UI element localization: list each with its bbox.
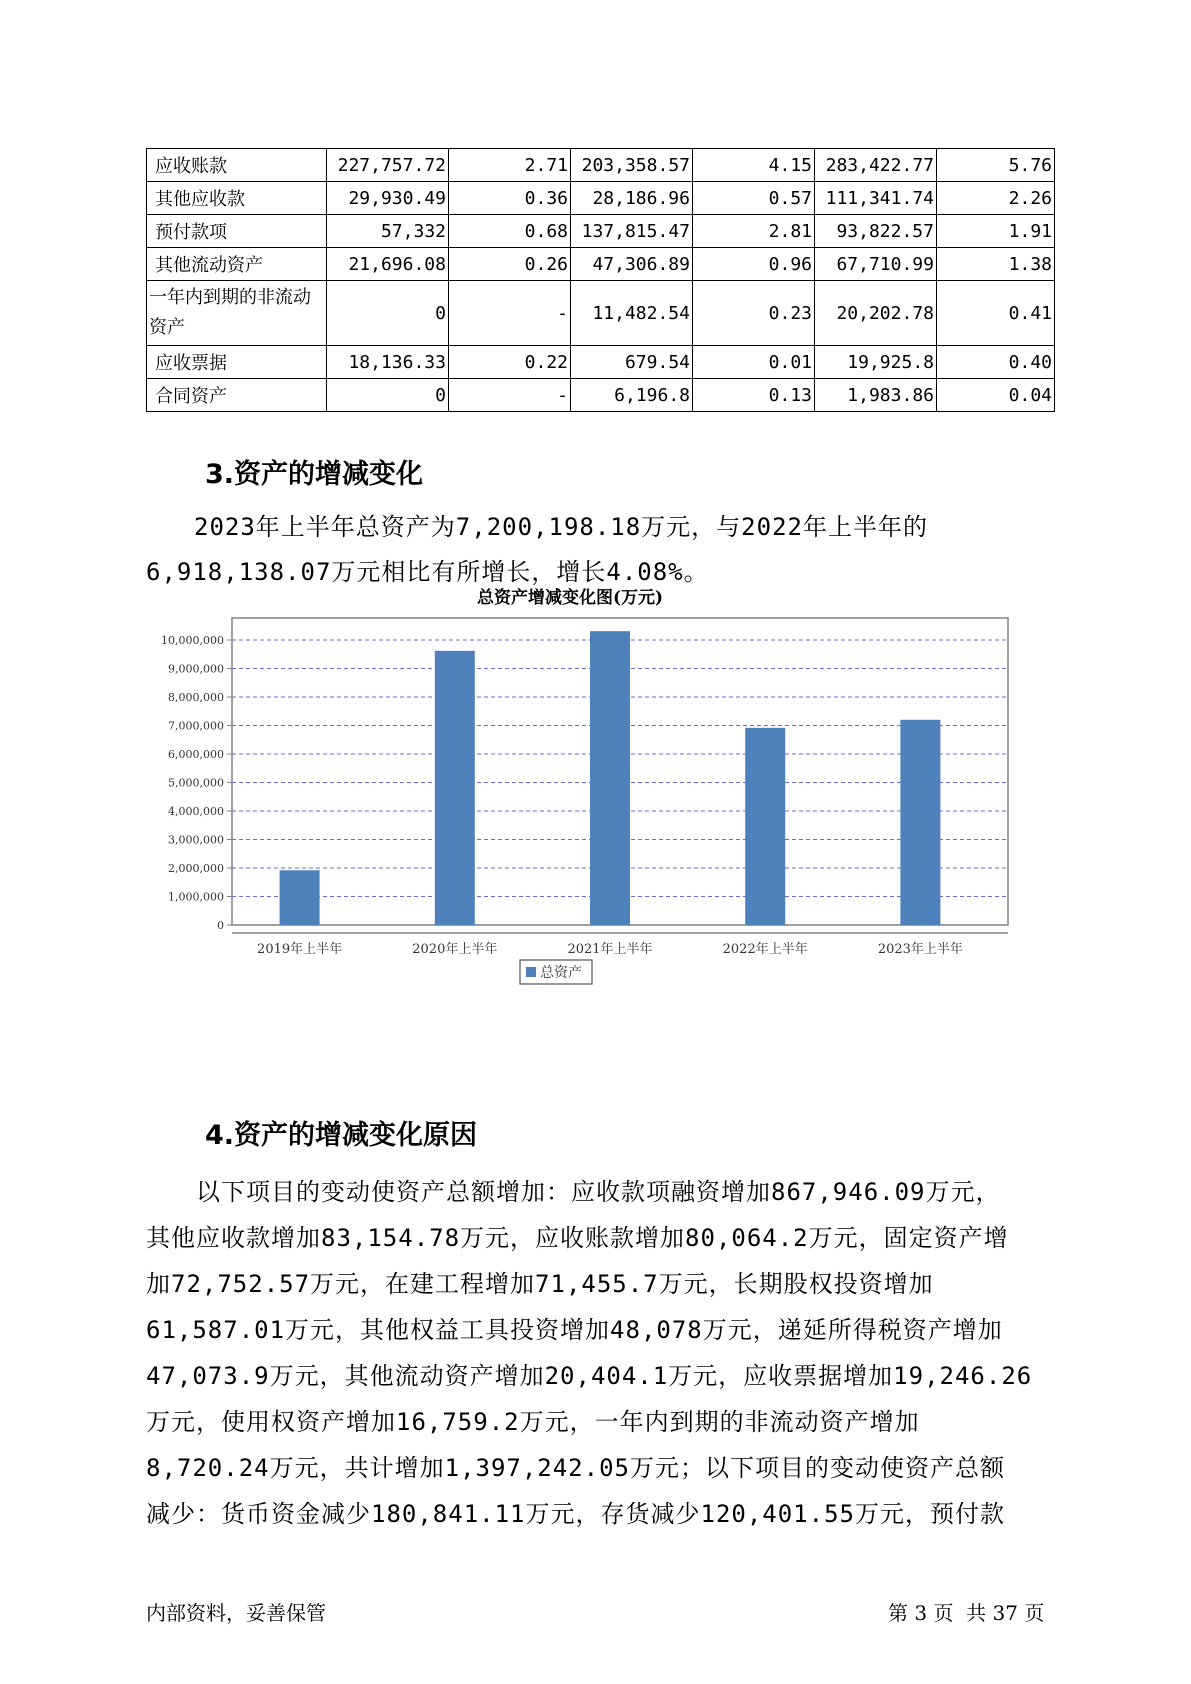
table-row xyxy=(147,379,1055,412)
cell-value: 57,332 xyxy=(327,215,449,248)
cell-value: 0.04 xyxy=(937,379,1055,412)
row-label: 合同资产 xyxy=(147,379,327,412)
cell-value: 0.22 xyxy=(449,346,571,379)
legend-swatch xyxy=(526,967,536,977)
cell-value: 679.54 xyxy=(571,346,693,379)
cell-value: 20,202.78 xyxy=(815,281,937,346)
row-label: 其他应收款 xyxy=(147,182,327,215)
total-assets-chart xyxy=(150,588,1030,1075)
section4-line: 万元，使用权资产增加16,759.2万元，一年内到期的非流动资产增加 xyxy=(146,1408,920,1436)
section4-line: 8,720.24万元，共计增加1,397,242.05万元；以下项目的变动使资产总额 xyxy=(146,1454,1005,1482)
cell-value: 21,696.08 xyxy=(327,248,449,281)
cell-value: 1,983.86 xyxy=(815,379,937,412)
bar xyxy=(900,720,940,925)
x-tick-label: 2021年上半年 xyxy=(567,942,653,957)
x-tick-label: 2022年上半年 xyxy=(722,942,808,957)
section3-text: 2023年上半年总资产为7,200,198.18万元，与2022年上半年的6,918,138.07万元相比有所增长，增长4.08%。 xyxy=(146,513,928,586)
cell-value: 6,196.8 xyxy=(571,379,693,412)
cell-value: 0.41 xyxy=(937,281,1055,346)
cell-value: 5.76 xyxy=(937,149,1055,182)
footer-left: 内部资料，妥善保管 xyxy=(146,1601,326,1625)
y-tick-label: 1,000,000 xyxy=(168,890,224,904)
cell-value: - xyxy=(449,281,571,346)
cell-value: 11,482.54 xyxy=(571,281,693,346)
cell-value: 0.26 xyxy=(449,248,571,281)
cell-value: 283,422.77 xyxy=(815,149,937,182)
table-row xyxy=(147,281,1055,346)
cell-value: 93,822.57 xyxy=(815,215,937,248)
cell-value: 111,341.74 xyxy=(815,182,937,215)
cell-value: 0.36 xyxy=(449,182,571,215)
table-row xyxy=(147,182,1055,215)
cell-value: 0.96 xyxy=(693,248,815,281)
section4-heading: 4.资产的增减变化原因 xyxy=(205,1120,478,1151)
chart-svg xyxy=(150,588,1030,1075)
cell-value: 1.38 xyxy=(937,248,1055,281)
section4-line: 减少：货币资金减少180,841.11万元，存货减少120,401.55万元，预付款 xyxy=(146,1500,1005,1528)
table-row xyxy=(147,149,1055,182)
cell-value: 137,815.47 xyxy=(571,215,693,248)
section4-line: 其他应收款增加83,154.78万元，应收账款增加80,064.2万元，固定资产增 xyxy=(146,1224,1009,1252)
section4-line: 61,587.01万元，其他权益工具投资增加48,078万元，递延所得税资产增加 xyxy=(146,1316,1003,1344)
table-row xyxy=(147,346,1055,379)
row-label: 应收票据 xyxy=(147,346,327,379)
y-tick-label: 2,000,000 xyxy=(168,862,224,875)
y-tick-label: 0 xyxy=(217,919,224,932)
cell-value: 2.26 xyxy=(937,182,1055,215)
cell-value: 47,306.89 xyxy=(571,248,693,281)
y-tick-label: 8,000,000 xyxy=(168,691,224,704)
y-tick-label: 9,000,000 xyxy=(168,662,224,676)
x-tick-label: 2023年上半年 xyxy=(877,942,963,957)
cell-value: 203,358.57 xyxy=(571,149,693,182)
y-tick-label: 6,000,000 xyxy=(168,748,224,761)
x-tick-label: 2020年上半年 xyxy=(412,942,498,957)
cell-value: 19,925.8 xyxy=(815,346,937,379)
cell-value: 227,757.72 xyxy=(327,149,449,182)
cell-value: 1.91 xyxy=(937,215,1055,248)
cell-value: 0.01 xyxy=(693,346,815,379)
asset-table xyxy=(146,148,1055,412)
cell-value: 0.68 xyxy=(449,215,571,248)
section4-line: 47,073.9万元，其他流动资产增加20,404.1万元，应收票据增加19,246.26 xyxy=(146,1362,1033,1390)
table-row xyxy=(147,215,1055,248)
bar xyxy=(590,631,630,925)
row-label: 其他流动资产 xyxy=(147,248,327,281)
chart-title: 总资产增减变化图(万元) xyxy=(476,588,664,608)
row-label: 一年内到期的非流动资产 xyxy=(147,281,327,346)
cell-value: 28,186.96 xyxy=(571,182,693,215)
row-label: 预付款项 xyxy=(147,215,327,248)
row-label: 应收账款 xyxy=(147,149,327,182)
legend-label: 总资产 xyxy=(540,965,582,981)
cell-value: 2.71 xyxy=(449,149,571,182)
cell-value: - xyxy=(449,379,571,412)
y-tick-label: 7,000,000 xyxy=(168,719,224,733)
y-tick-label: 3,000,000 xyxy=(168,833,224,847)
cell-value: 67,710.99 xyxy=(815,248,937,281)
cell-value: 0.23 xyxy=(693,281,815,346)
cell-value: 2.81 xyxy=(693,215,815,248)
section4-line: 以下项目的变动使资产总额增加：应收款项融资增加867,946.09万元， xyxy=(196,1178,1001,1206)
table-row xyxy=(147,248,1055,281)
cell-value: 0.40 xyxy=(937,346,1055,379)
y-tick-label: 4,000,000 xyxy=(168,805,224,818)
section4-line: 加72,752.57万元，在建工程增加71,455.7万元，长期股权投资增加 xyxy=(146,1270,934,1298)
cell-value: 0 xyxy=(327,281,449,346)
cell-value: 0 xyxy=(327,379,449,412)
bar xyxy=(280,870,320,925)
footer-page-number: 第 3 页 共 37 页 xyxy=(888,1601,1045,1625)
x-tick-label: 2019年上半年 xyxy=(257,942,343,957)
bar xyxy=(745,728,785,925)
cell-value: 0.13 xyxy=(693,379,815,412)
section3-heading: 3.资产的增减变化 xyxy=(205,459,424,490)
bar xyxy=(435,651,475,925)
cell-value: 0.57 xyxy=(693,182,815,215)
cell-value: 18,136.33 xyxy=(327,346,449,379)
cell-value: 29,930.49 xyxy=(327,182,449,215)
cell-value: 4.15 xyxy=(693,149,815,182)
y-tick-label: 10,000,000 xyxy=(161,634,224,647)
y-tick-label: 5,000,000 xyxy=(168,776,224,790)
